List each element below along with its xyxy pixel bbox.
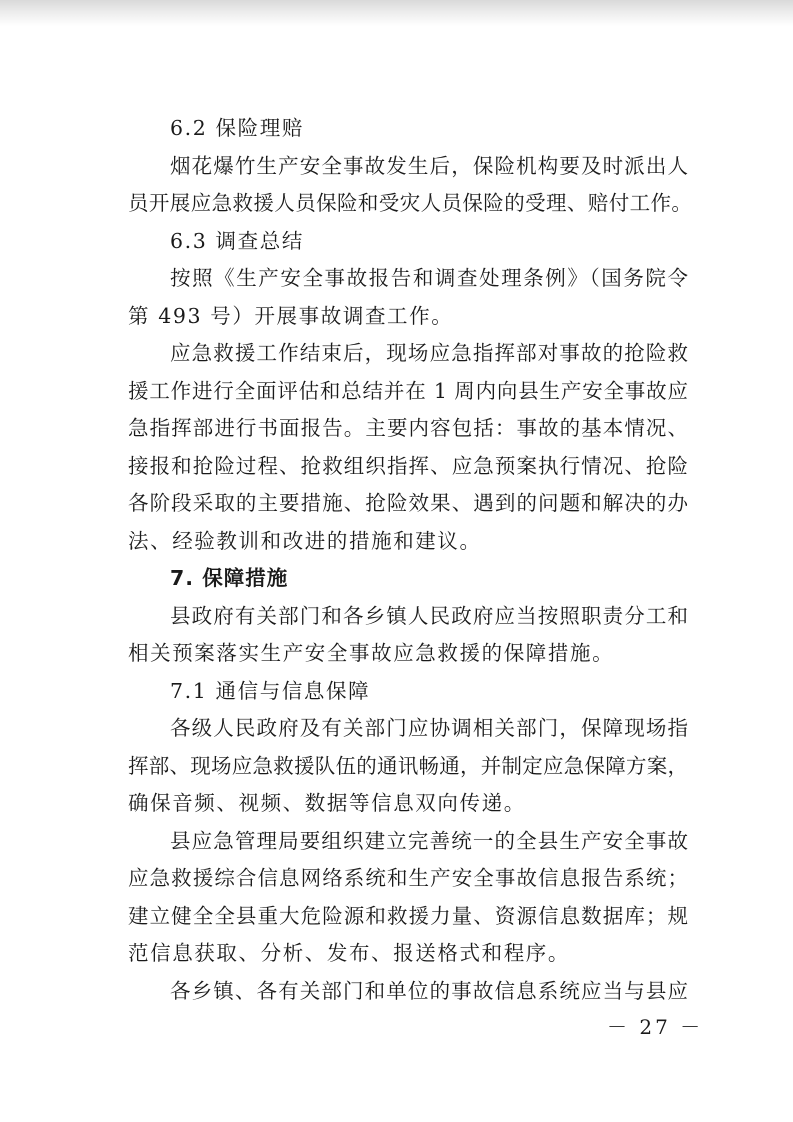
paragraph-line: 建立健全全县重大危险源和救援力量、资源信息数据库；规 — [128, 903, 688, 928]
document-body — [128, 110, 693, 1010]
paragraph-line: 县政府有关部门和各乡镇人民政府应当按照职责分工和 — [170, 603, 688, 628]
paragraph-line: 各级人民政府及有关部门应协调相关部门，保障现场指 — [170, 716, 688, 740]
paragraph-line: 按照《生产安全事故报告和调查处理条例》（国务院令 — [170, 266, 688, 290]
paragraph-line: 县应急管理局要组织建立完善统一的全县生产安全事故 — [170, 828, 688, 853]
paragraph-line: 各乡镇、各有关部门和单位的事故信息系统应当与县应 — [170, 978, 688, 1003]
paragraph-line: 范信息获取、分析、发布、报送格式和程序。 — [128, 941, 570, 965]
paragraph-line: 援工作进行全面评估和总结并在 1 周内向县生产安全事故应 — [128, 378, 688, 403]
scan-edge — [0, 0, 793, 26]
paragraph-line: 法、经验教训和改进的措施和建议。 — [128, 528, 482, 553]
paragraph-line: 相关预案落实生产安全事故应急救援的保障措施。 — [128, 641, 615, 665]
page-number: － 27 － — [607, 1015, 704, 1039]
section-heading-7-1: 7.1 通信与信息保障 — [170, 678, 371, 703]
section-heading-6-3: 6.3 调查总结 — [170, 228, 304, 253]
section-heading-6-2: 6.2 保险理赔 — [170, 116, 304, 140]
paragraph-line: 急指挥部进行书面报告。主要内容包括：事故的基本情况、 — [128, 416, 688, 440]
paragraph-line: 挥部、现场应急救援队伍的通讯畅通，并制定应急保障方案， — [128, 753, 688, 778]
paragraph-line: 员开展应急救援人员保险和受灾人员保险的受理、赔付工作。 — [128, 191, 693, 215]
section-heading-7: 7. 保障措施 — [170, 566, 289, 590]
paragraph-line: 接报和抢险过程、抢救组织指挥、应急预案执行情况、抢险 — [128, 453, 688, 478]
paragraph-line: 确保音频、视频、数据等信息双向传递。 — [128, 791, 526, 815]
paragraph-line: 应急救援工作结束后，现场应急指挥部对事故的抢险救 — [170, 341, 688, 365]
paragraph-line: 第 493 号）开展事故调查工作。 — [128, 303, 454, 328]
paragraph-line: 烟花爆竹生产安全事故发生后，保险机构要及时派出人 — [170, 153, 688, 178]
paragraph-line: 应急救援综合信息网络系统和生产安全事故信息报告系统； — [128, 866, 688, 890]
paragraph-line: 各阶段采取的主要措施、抢险效果、遇到的问题和解决的办 — [128, 491, 688, 515]
